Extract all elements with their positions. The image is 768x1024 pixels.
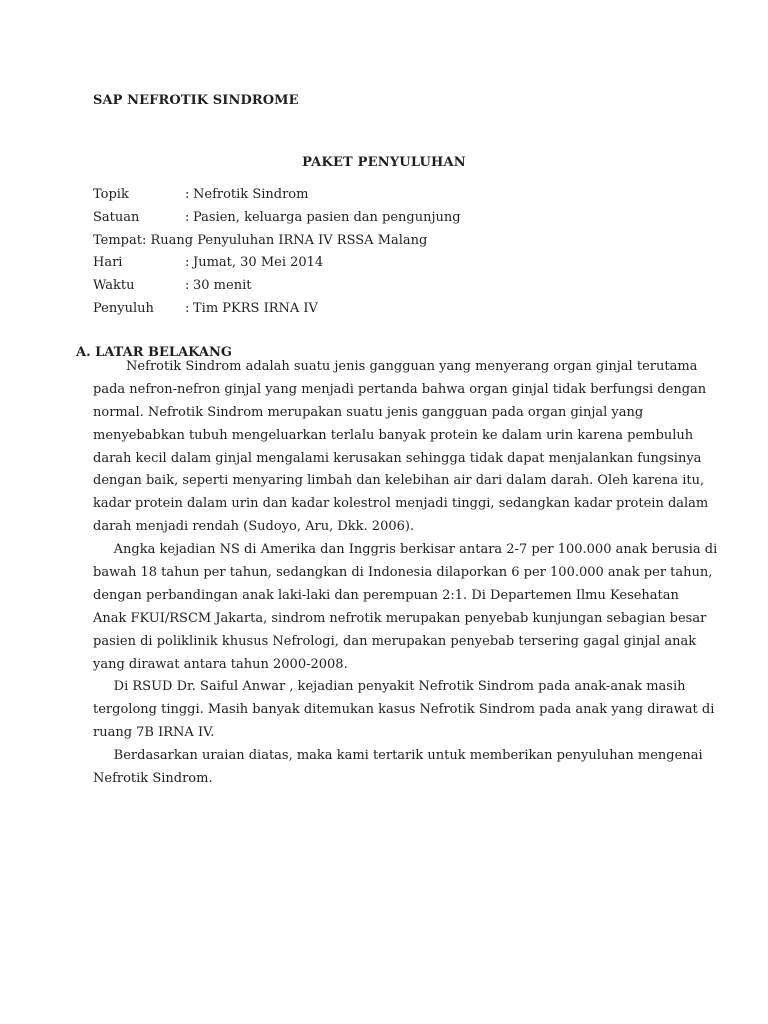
body-line: pada nefron-nefron ginjal yang menjadi pertanda bahwa organ ginjal tidak berfungsi dengan [93, 381, 707, 397]
body-line: ruang 7B IRNA IV. [93, 725, 215, 741]
body-paragraphs [93, 356, 718, 791]
body-line: dengan baik, seperti menyaring limbah dan kelebihan air dari dalam darah. Oleh karena itu, [93, 473, 705, 489]
body-line: Di RSUD Dr. Saiful Anwar , kejadian penyakit Nefrotik Sindrom pada anak-anak masih [93, 679, 686, 695]
info-label: Waktu [93, 278, 135, 294]
body-line: Anak FKUI/RSCM Jakarta, sindrom nefrotik merupakan penyebab kunjungan sebagian besar [93, 610, 707, 626]
main-heading: PAKET PENYULUHAN [302, 155, 466, 170]
body-line: Nefrotik Sindrom adalah suatu jenis gangguan yang menyerang organ ginjal terutama [93, 359, 698, 374]
body-line: dengan perbandingan anak laki-laki dan perempuan 2:1. Di Departemen Ilmu Kesehatan [93, 587, 679, 603]
info-row-penyuluh: Penyuluh : Tim PKRS IRNA IV [93, 298, 461, 321]
info-row-topik: Topik : Nefrotik Sindrom [93, 184, 461, 207]
body-line: Nefrotik Sindrom. [93, 771, 213, 787]
info-row-satuan: Satuan : Pasien, keluarga pasien dan pengunjung [93, 207, 461, 230]
body-line: normal. Nefrotik Sindrom merupakan suatu jenis gangguan pada organ ginjal yang [93, 404, 644, 420]
body-line: kadar protein dalam urin dan kadar kolestrol menjadi tinggi, sedangkan kadar protein dalam [93, 496, 709, 512]
info-row-tempat [93, 230, 461, 253]
body-line: Angka kejadian NS di Amerika dan Inggris berkisar antara 2-7 per 100.000 anak berusia di [93, 542, 718, 558]
info-value: Pasien, keluarga pasien dan pengunjung [193, 209, 461, 225]
info-full: Tempat: Ruang Penyuluhan IRNA IV RSSA Malang [93, 232, 428, 248]
body-line: menyebabkan tubuh mengeluarkan terlalu banyak protein ke dalam urin karena pembuluh [93, 427, 694, 443]
section-heading: A. LATAR BELAKANG [76, 345, 232, 360]
info-row-hari: Hari : Jumat, 30 Mei 2014 [93, 252, 461, 275]
info-value: Nefrotik Sindrom [193, 187, 309, 202]
info-label: Penyuluh [93, 300, 154, 316]
body-line: tergolong tinggi. Masih banyak ditemukan kasus Nefrotik Sindrom pada anak yang dirawat di [93, 702, 715, 718]
body-line: bawah 18 tahun per tahun, sedangkan di Indonesia dilaporkan 6 per 100.000 anak per tahun, [93, 565, 713, 581]
info-value: Tim PKRS IRNA IV [193, 300, 318, 316]
info-label: Hari [93, 255, 123, 271]
info-label: Topik [93, 187, 129, 202]
info-block [93, 184, 461, 321]
body-line: yang dirawat antara tahun 2000-2008. [93, 656, 348, 672]
body-line: pasien di poliklinik khusus Nefrologi, dan merupakan penyebab tersering gagal ginjal anak [93, 633, 697, 649]
body-line: Berdasarkan uraian diatas, maka kami tertarik untuk memberikan penyuluhan mengenai [93, 748, 703, 764]
info-value: Jumat, 30 Mei 2014 [193, 255, 324, 271]
info-row-waktu: Waktu : 30 menit [93, 275, 461, 298]
info-label: Satuan [93, 209, 140, 225]
document-title: SAP NEFROTIK SINDROME [93, 93, 299, 108]
info-value: 30 menit [193, 278, 252, 294]
body-line: darah menjadi rendah (Sudoyo, Aru, Dkk. 2006). [93, 519, 415, 535]
body-line: darah kecil dalam ginjal mengalami kerusakan sehingga tidak dapat menjalankan fungsinya [93, 450, 702, 466]
